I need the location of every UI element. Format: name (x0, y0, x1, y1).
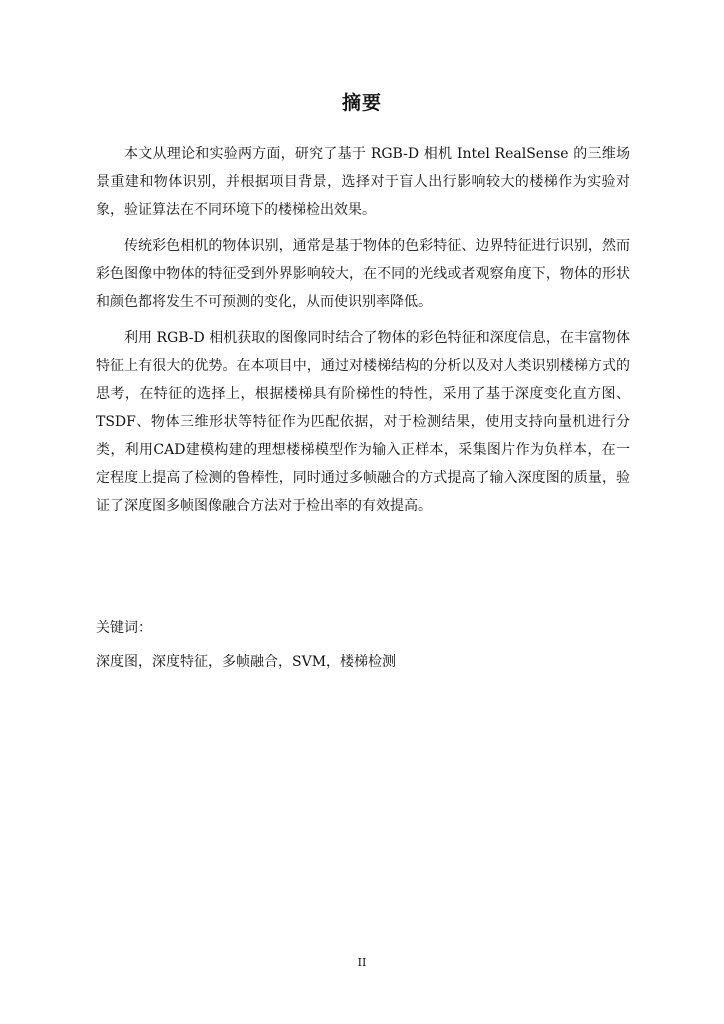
abstract-body (96, 140, 630, 528)
keywords-section (96, 614, 630, 682)
abstract-paragraph-1: 本文从理论和实验两方面，研究了基于 RGB-D 相机 Intel RealSense 的三维场景重建和物体识别，并根据项目背景，选择对于盲人出行影响较大的楼梯作为实验对象，验证算法在不同环境下的楼梯检出效果。 (96, 146, 630, 218)
keywords-list: 深度图，深度特征，多帧融合，SVM，楼梯检测 (96, 654, 397, 670)
abstract-paragraph-2: 传统彩色相机的物体识别，通常是基于物体的色彩特征、边界特征进行识别，然而彩色图像中物体的特征受到外界影响较大，在不同的光线或者观察角度下，物体的形状和颜色都将发生不可预测的变化，从而使识别率降低。 (96, 238, 630, 310)
abstract-title: 摘要 (341, 92, 382, 114)
keywords-label: 关键词： (96, 620, 152, 636)
page-number: II (357, 956, 367, 969)
abstract-paragraph-3: 利用 RGB-D 相机获取的图像同时结合了物体的彩色特征和深度信息，在丰富物体特征上有很大的优势。在本项目中，通过对楼梯结构的分析以及对人类识别楼梯方式的思考，在特征的选择上，根据楼梯具有阶梯性的特性，采用了基于深度变化直方图、TSDF、物体三维形状等特征作为匹配依据，对于检测结果，使用支持向量机进行分类，利用CAD建模构建的理想楼梯模型作为输入正样本，采集图片作为负样本，在一定程度上提高了检测的鲁棒性，同时通过多帧融合的方式提高了输入深度图的质量，验证了深度图多帧图像融合方法对于检出率的有效提高。 (96, 330, 630, 514)
